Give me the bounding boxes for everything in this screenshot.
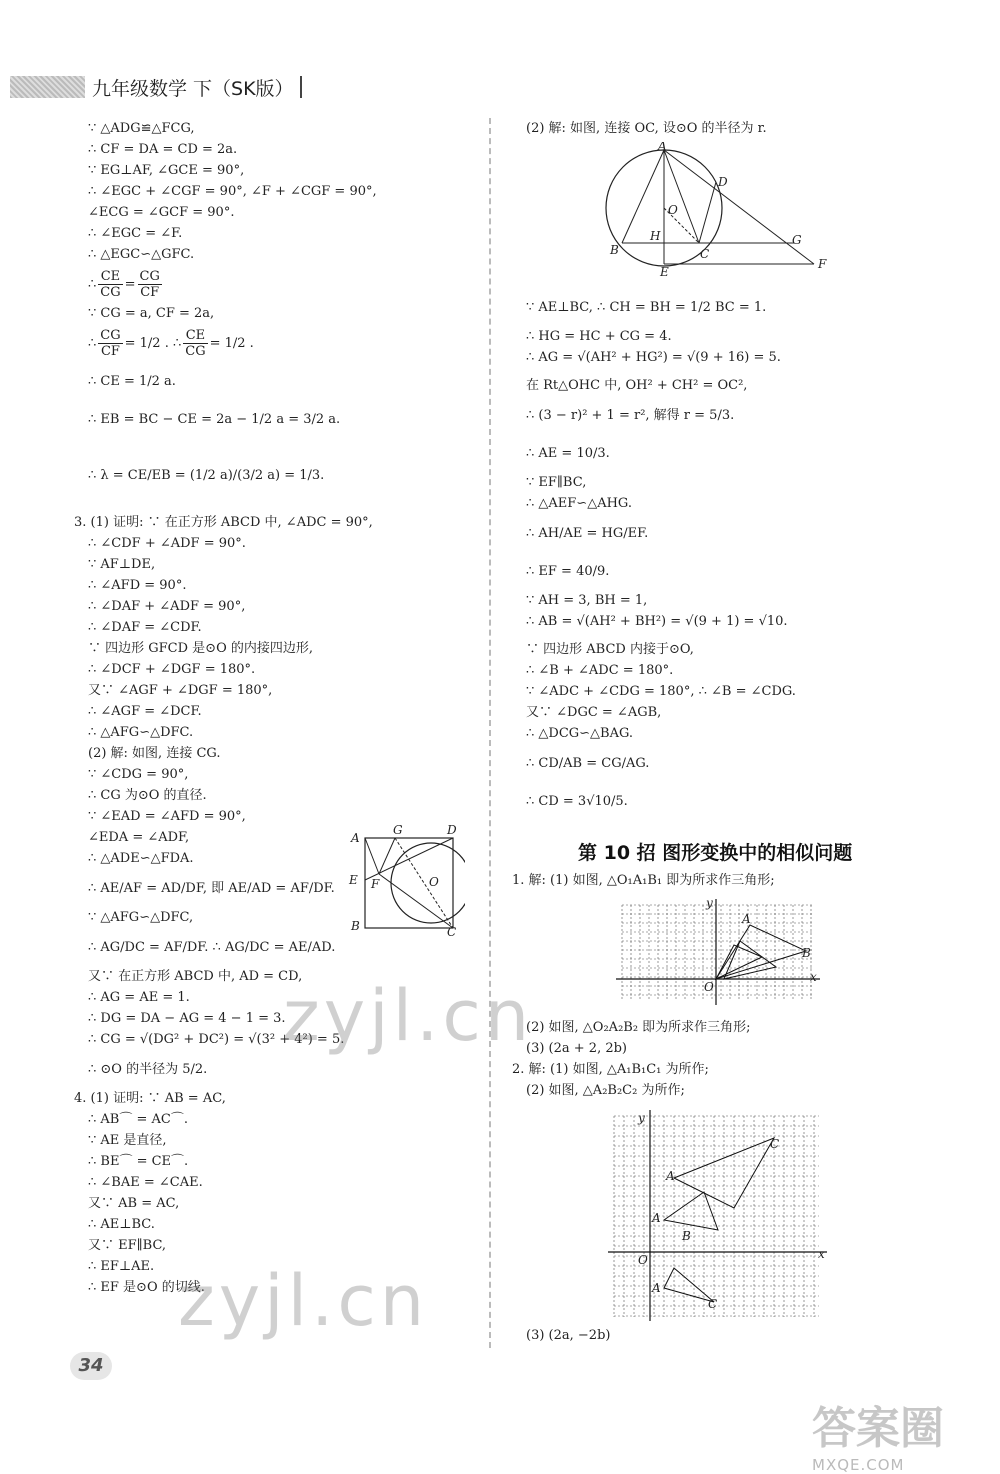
text-line: ∠EDA = ∠ADF, xyxy=(88,830,190,845)
grid-figure-1 xyxy=(612,897,822,1007)
text-line: ∵ EF∥BC, xyxy=(526,475,587,490)
text-line: ∴ DG = DA − AG = 4 − 1 = 3. xyxy=(88,1011,286,1026)
numerator: CE xyxy=(98,269,122,285)
right-column-body xyxy=(526,288,986,820)
text-line: 1. 解: (1) 如图, △O₁A₁B₁ 即为所求作三角形; xyxy=(512,873,775,888)
text-line: ∵ ∠CDG = 90°, xyxy=(88,767,189,782)
text: = 1/2 . xyxy=(209,335,254,351)
logo-sub: MXQE.COM xyxy=(812,1456,905,1474)
section-title: 第 10 招 图形变换中的相似问题 xyxy=(578,842,853,864)
text-line: ∴ CF = DA = CD = 2a. xyxy=(88,142,238,157)
text-line: ∴ ∠DAF + ∠ADF = 90°, xyxy=(88,599,246,614)
watermark: zyjl.cn xyxy=(283,975,534,1057)
point-label: x xyxy=(810,970,817,984)
svg-text:E: E xyxy=(349,873,358,887)
text-line: ∴ ∠EGC = ∠F. xyxy=(88,226,183,241)
text-line: ∴ (3 − r)² + 1 = r², 解得 r = 5/3. xyxy=(526,407,735,423)
text-line: ∴ AH/AE = HG/EF. xyxy=(526,525,649,541)
text-line: (3) (2a + 2, 2b) xyxy=(526,1041,627,1056)
point-label: B xyxy=(682,1229,691,1243)
text-line: ∵ △AFG∽△DFC, xyxy=(88,910,194,925)
svg-text:C: C xyxy=(700,247,710,261)
text-line: ∴ △AFG∽△DFC. xyxy=(88,725,194,740)
text-line: ∴ CG 为⊙O 的直径. xyxy=(88,788,207,803)
svg-text:A: A xyxy=(658,142,667,153)
text-line: (3) (2a, −2b) xyxy=(526,1328,611,1343)
triangle xyxy=(724,941,776,979)
fraction xyxy=(183,328,207,359)
text-line: ∴ ∠EGC + ∠CGF = 90°, ∠F + ∠CGF = 90°, xyxy=(88,184,377,199)
section-10-final xyxy=(526,1325,986,1346)
numerator: CE xyxy=(183,328,207,344)
svg-text:G: G xyxy=(393,823,403,837)
text-line: ∵ CG = a, CF = 2a, xyxy=(88,306,215,321)
text-line: ∴ CG = √(DG² + DC²) = √(3² + 4²) = 5. xyxy=(88,1032,345,1047)
text-line: ∴ △AEF∽△AHG. xyxy=(526,496,632,511)
point-label: A xyxy=(652,1211,661,1225)
text-line: (2) 解: 如图, 连接 CG. xyxy=(88,746,221,761)
text-line: ∵ AE⊥BC, ∴ CH = BH = 1/2 BC = 1. xyxy=(526,299,767,315)
text-line: ∵ 四边形 GFCD 是⊙O 的内接四边形, xyxy=(88,641,313,656)
circle-triangle-figure xyxy=(604,142,834,277)
text-line: ∴ ∠CDF + ∠ADF = 90°. xyxy=(88,536,246,551)
text-line: 在 Rt△OHC 中, OH² + CH² = OC², xyxy=(526,378,748,393)
text-line: ∴ ∠DAF = ∠CDF. xyxy=(88,620,202,635)
text-line: (2) 如图, △O₂A₂B₂ 即为所求作三角形; xyxy=(526,1020,751,1035)
text-line: 又∵ EF∥BC, xyxy=(88,1238,167,1253)
site-logo xyxy=(812,1392,992,1474)
triangle xyxy=(664,1192,718,1230)
text-line: ∴ △EGC∽△GFC. xyxy=(88,247,195,262)
svg-text:G: G xyxy=(792,233,802,247)
fraction xyxy=(98,269,122,300)
text-line: ∴ ∠BAE = ∠CAE. xyxy=(88,1175,203,1190)
text-line: ∴ AE/AF = AD/DF, 即 AE/AD = AF/DF. xyxy=(88,880,335,896)
denominator: CF xyxy=(140,284,160,300)
text-line: ∵ 四边形 ABCD 内接于⊙O, xyxy=(526,642,694,657)
text-line: ∴ EF = 40/9. xyxy=(526,563,610,579)
problem-4-heading: 4. (1) 证明: ∵ AB = AC, xyxy=(74,1091,226,1106)
text-line: ∴ ∠AFD = 90°. xyxy=(88,578,187,593)
square-circle-figure xyxy=(345,822,465,937)
text: ∴ xyxy=(88,335,97,351)
text-line: ∴ AE⊥BC. xyxy=(88,1217,155,1232)
text-line: ∴ CE = 1/2 a. xyxy=(88,373,176,389)
text-line: ∠ECG = ∠GCF = 90°. xyxy=(88,205,235,220)
text-line: ∵ EG⊥AF, ∠GCE = 90°, xyxy=(88,163,245,178)
text-line: ∴ AG = AE = 1. xyxy=(88,990,190,1005)
text-line: ∴ BE⌒ = CE⌒. xyxy=(88,1154,189,1169)
denominator: CG xyxy=(185,343,206,359)
text-line: 又∵ ∠AGF + ∠DGF = 180°, xyxy=(88,683,273,698)
point-label: A xyxy=(666,1169,675,1183)
point-label: A xyxy=(652,1281,661,1295)
text-line: ∵ AF⊥DE, xyxy=(88,557,156,572)
text-line: 又∵ ∠DGC = ∠AGB, xyxy=(526,705,662,720)
svg-text:F: F xyxy=(818,257,827,271)
text-line: ∴ HG = HC + CG = 4. xyxy=(526,329,672,344)
page-number: 34 xyxy=(70,1352,112,1380)
point-label: y xyxy=(638,1111,645,1125)
text-line: ∴ EF 是⊙O 的切线. xyxy=(88,1280,205,1295)
header-decoration xyxy=(10,76,85,98)
point-label: A xyxy=(742,912,751,926)
text-line: ∴ AB = √(AH² + BH²) = √(9 + 1) = √10. xyxy=(526,614,788,629)
text-line: ∵ AH = 3, BH = 1, xyxy=(526,593,648,608)
text-line: ∵ ∠ADC + ∠CDG = 180°, ∴ ∠B = ∠CDG. xyxy=(526,684,796,699)
fraction-line xyxy=(88,324,483,362)
left-column xyxy=(74,118,483,1298)
problem-3-heading: 3. (1) 证明: ∵ 在正方形 ABCD 中, ∠ADC = 90°, xyxy=(74,515,373,530)
text-line: ∴ ∠DCF + ∠DGF = 180°. xyxy=(88,662,256,677)
text-line: ∴ λ = CE/EB = (1/2 a)/(3/2 a) = 1/3. xyxy=(88,467,325,483)
fraction xyxy=(98,328,122,359)
text-line: ∴ ∠AGF = ∠DCF. xyxy=(88,704,202,719)
text-line: 又∵ 在正方形 ABCD 中, AD = CD, xyxy=(88,969,303,984)
point-label: C xyxy=(770,1137,780,1151)
text-line: ∴ △DCG∽△BAG. xyxy=(526,726,634,741)
svg-text:H: H xyxy=(650,229,661,243)
svg-text:D: D xyxy=(718,175,728,189)
svg-text:E: E xyxy=(660,265,669,277)
text: ∴ xyxy=(88,276,97,292)
text-line: ∴ AE = 10/3. xyxy=(526,445,610,461)
text-line: (2) 如图, △A₂B₂C₂ 为所作; xyxy=(526,1083,685,1098)
header-divider xyxy=(300,76,302,98)
denominator: CG xyxy=(100,284,121,300)
right-column xyxy=(526,118,986,139)
text-line: ∴ EF⊥AE. xyxy=(88,1259,155,1274)
point-label: y xyxy=(706,897,713,910)
logo-main: 答案圈 xyxy=(812,1403,944,1454)
svg-text:F: F xyxy=(371,877,380,891)
point-label: B xyxy=(802,946,811,960)
text-line: ∴ ⊙O 的半径为 5/2. xyxy=(88,1061,208,1077)
numerator: CG xyxy=(100,327,121,343)
fraction-line xyxy=(88,265,483,303)
text-line: ∴ AG = √(AH² + HG²) = √(9 + 16) = 5. xyxy=(526,350,781,365)
page-header-title: 九年级数学 下（SK版） xyxy=(92,78,294,100)
svg-text:O: O xyxy=(429,875,439,889)
svg-text:D: D xyxy=(447,823,457,837)
grid-figure-2 xyxy=(604,1108,829,1323)
denominator: CF xyxy=(100,343,120,359)
text-line: ∴ AB⌒ = AC⌒. xyxy=(88,1112,188,1127)
text-line: ∴ △ADE∽△FDA. xyxy=(88,851,194,866)
numerator: CG xyxy=(139,268,160,284)
point-label: O xyxy=(638,1253,648,1267)
text-line: ∵ AE 是直径, xyxy=(88,1133,167,1148)
svg-text:O: O xyxy=(668,203,678,217)
section-10-problem-1 xyxy=(512,870,982,891)
section-10-answers xyxy=(512,1017,986,1101)
svg-text:C: C xyxy=(447,925,457,937)
text-line: ∵ △ADG≌△FCG, xyxy=(88,121,195,136)
svg-text:A: A xyxy=(351,831,360,845)
fraction xyxy=(138,269,162,300)
svg-text:B: B xyxy=(610,243,619,257)
text-line: ∴ AG/DC = AF/DF. ∴ AG/DC = AE/AD. xyxy=(88,939,336,955)
point-label: O xyxy=(704,980,714,994)
text-line: 2. 解: (1) 如图, △A₁B₁C₁ 为所作; xyxy=(512,1062,709,1077)
column-divider xyxy=(489,118,491,1348)
text-line: (2) 解: 如图, 连接 OC, 设⊙O 的半径为 r. xyxy=(526,121,767,136)
text-line: ∵ ∠EAD = ∠AFD = 90°, xyxy=(88,809,246,824)
triangle xyxy=(664,1268,714,1302)
point-label: x xyxy=(818,1247,825,1261)
point-label: C xyxy=(708,1297,718,1311)
text-line: ∴ EB = BC − CE = 2a − 1/2 a = 3/2 a. xyxy=(88,411,341,427)
watermark: zyjl.cn xyxy=(178,1260,429,1342)
text-line: ∴ ∠B + ∠ADC = 180°. xyxy=(526,663,674,678)
text-line: 又∵ AB = AC, xyxy=(88,1196,180,1211)
svg-text:B: B xyxy=(351,919,360,933)
text-line: ∴ CD/AB = CG/AG. xyxy=(526,755,650,771)
text: = xyxy=(124,276,136,292)
text-line: ∴ CD = 3√10/5. xyxy=(526,793,628,809)
text: = 1/2 . ∴ xyxy=(124,335,182,351)
